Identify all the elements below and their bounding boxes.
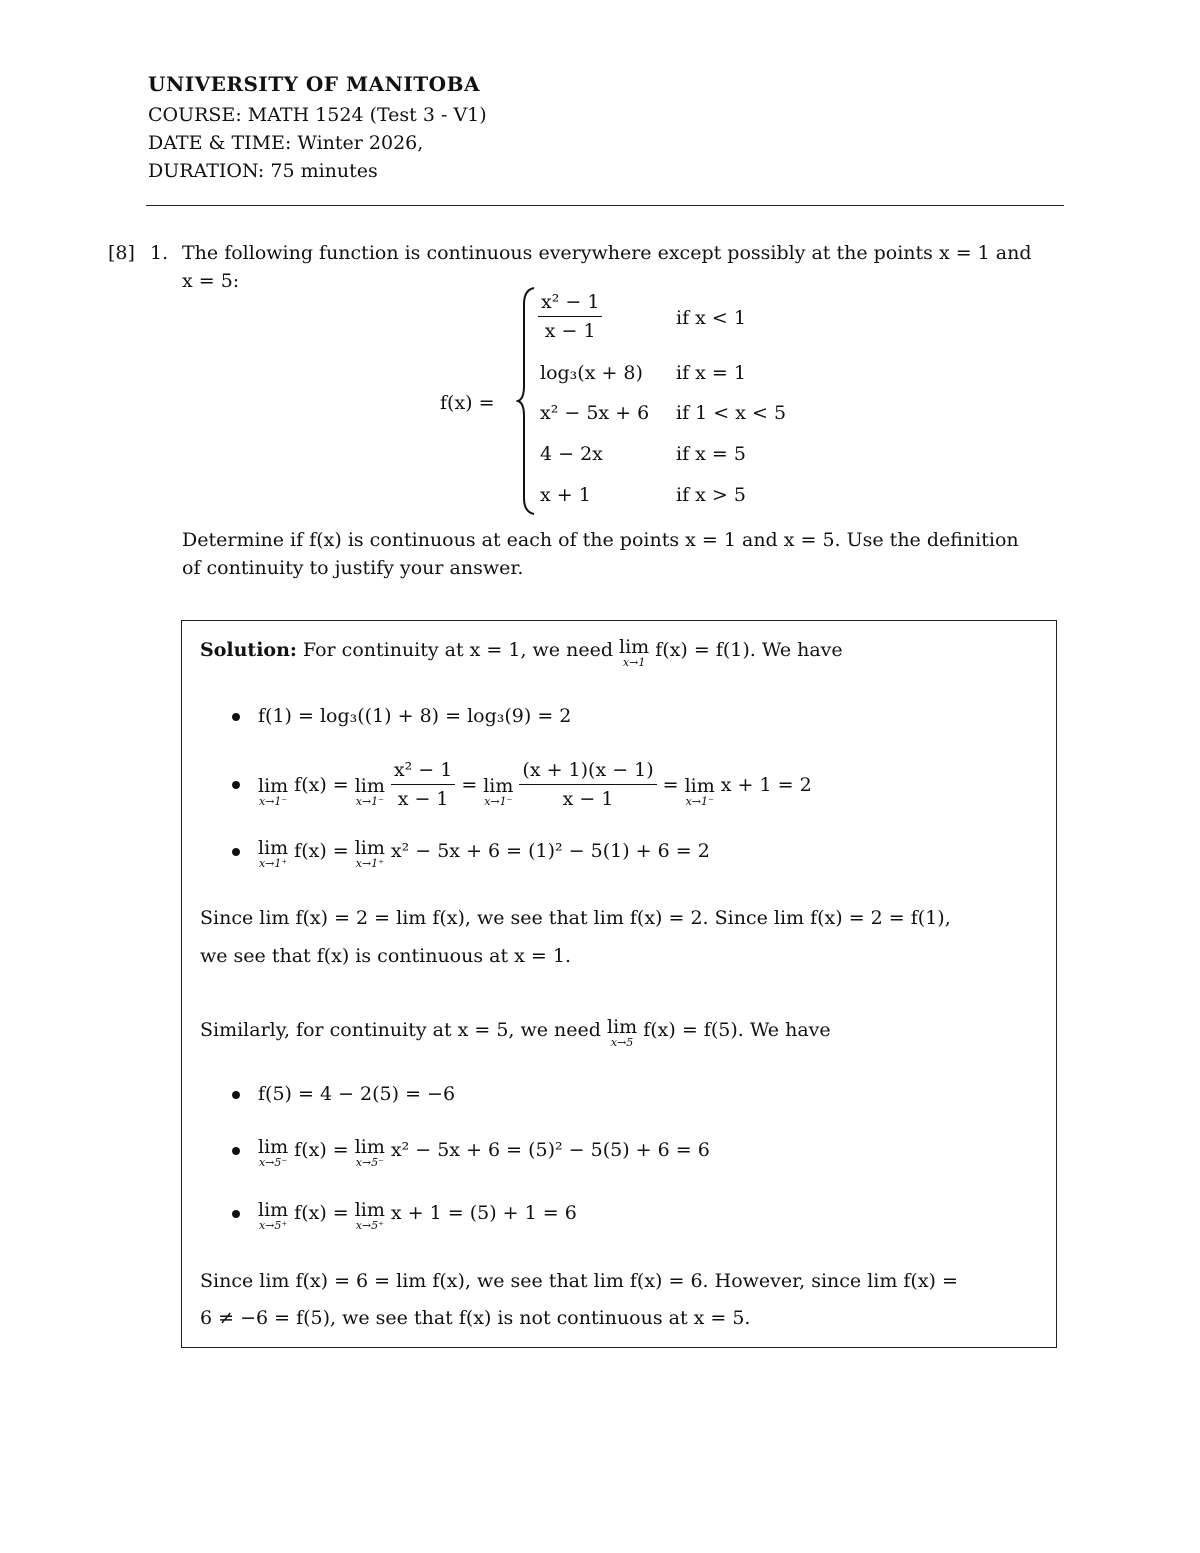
solution-label: Solution: xyxy=(200,639,297,661)
case-4-expression: 4 − 2x xyxy=(540,443,603,465)
bullet-3 xyxy=(232,848,240,856)
case-4-condition: if x = 5 xyxy=(676,443,746,465)
case-1-condition: if x < 1 xyxy=(676,307,746,329)
conclusion-2-line2: 6 ≠ −6 = f(5), we see that f(x) is not continuous at x = 5. xyxy=(200,1307,751,1329)
solution-p1-text: For continuity at x = 1, we need xyxy=(302,639,613,661)
bullet-3-text xyxy=(258,838,710,870)
bullet-2 xyxy=(232,781,240,789)
bullet-4-text: f(5) = 4 − 2(5) = −6 xyxy=(258,1083,456,1105)
task-line1: Determine if f(x) is continuous at each of the points x = 1 and x = 5. Use the definition xyxy=(182,529,1019,551)
bullet-1-text: f(1) = log₃((1) + 8) = log₃(9) = 2 xyxy=(258,705,572,727)
bullet-1 xyxy=(232,713,240,721)
bullet-2-fraction-1: $\frac{\text{x² − 1}}{x - 1}$ xyxy=(391,756,455,813)
case-1-denominator: x − 1 xyxy=(544,320,596,342)
conclusion-1-line1: Since lim f(x) = 2 = lim f(x), we see that lim f(x) = 2. Since lim f(x) = 2 = f(1), xyxy=(200,907,951,929)
bullet-6 xyxy=(232,1210,240,1218)
solution-p2-text-end: f(x) = f(5). We have xyxy=(643,1019,831,1041)
solution-intro-2 xyxy=(200,1017,831,1049)
bullet-2-fx: f(x) = xyxy=(294,773,349,796)
bullet-6-tail: x + 1 = (5) + 1 = 6 xyxy=(390,1202,577,1224)
case-3-condition: if 1 < x < 5 xyxy=(676,402,787,424)
bullet-6-fx: f(x) = xyxy=(294,1202,349,1224)
limit-left-5: lim x→5⁻ xyxy=(258,1136,289,1169)
limit-left-1b: lim x→1⁻ xyxy=(354,774,385,808)
university-name: UNIVERSITY OF MANITOBA xyxy=(148,72,480,96)
limit-left-1d: lim x→1⁻ xyxy=(684,774,715,808)
function-label: f(x) = xyxy=(440,392,495,414)
date-time-line: DATE & TIME: Winter 2026, xyxy=(148,132,424,154)
case-1-numerator: x² − 1 xyxy=(538,288,602,317)
conclusion-1-line2: we see that f(x) is continuous at x = 1. xyxy=(200,945,571,967)
bullet-4 xyxy=(232,1091,240,1099)
question-intro-line2: x = 5: xyxy=(182,270,240,292)
duration-line: DURATION: 75 minutes xyxy=(148,160,378,182)
limit-right-1b: lim x→1⁺ xyxy=(354,837,385,870)
bullet-2-fraction-2: $\frac{(x + 1)(x - 1)}{x - 1}$ xyxy=(519,756,656,813)
bullet-3-tail: x² − 5x + 6 = (1)² − 5(1) + 6 = 2 xyxy=(390,840,710,862)
limit-right-5b: lim x→5⁺ xyxy=(354,1199,385,1232)
bullet-6-text xyxy=(258,1200,577,1232)
left-brace xyxy=(516,286,538,516)
limit-right-5: lim x→5⁺ xyxy=(258,1199,289,1232)
case-5-expression: x + 1 xyxy=(540,484,591,506)
limit-right-1: lim x→1⁺ xyxy=(258,837,289,870)
question-marks: [8] xyxy=(108,242,135,264)
bullet-5 xyxy=(232,1147,240,1155)
solution-box xyxy=(181,620,1057,1348)
solution-p1-text-end: f(x) = f(1). We have xyxy=(655,639,843,661)
case-2-condition: if x = 1 xyxy=(676,362,746,384)
bullet-2-eq2: = xyxy=(662,773,679,796)
solution-intro-1 xyxy=(200,637,843,669)
question-intro-line1: The following function is continuous everywhere except possibly at the points x = 1 and xyxy=(182,242,1032,264)
bullet-2-eq: = xyxy=(461,773,478,796)
case-1-expression xyxy=(538,288,602,345)
bullet-3-fx: f(x) = xyxy=(294,840,349,862)
bullet-5-tail: x² − 5x + 6 = (5)² − 5(5) + 6 = 6 xyxy=(390,1139,710,1161)
bullet-2-tail: x + 1 = 2 xyxy=(720,773,812,796)
case-5-condition: if x > 5 xyxy=(676,484,746,506)
limit-left-1: lim x→1⁻ xyxy=(258,774,289,808)
case-2-expression: log₃(x + 8) xyxy=(540,362,643,384)
bullet-2-text xyxy=(258,756,812,813)
limit-x-to-5: lim x→5 xyxy=(607,1016,638,1049)
conclusion-2-line1: Since lim f(x) = 6 = lim f(x), we see that lim f(x) = 6. However, since lim f(x) = xyxy=(200,1270,958,1292)
bullet-5-fx: f(x) = xyxy=(294,1139,349,1161)
limit-left-5b: lim x→5⁻ xyxy=(354,1136,385,1169)
question-number: 1. xyxy=(150,242,169,264)
header-divider xyxy=(146,205,1064,206)
course-line: COURSE: MATH 1524 (Test 3 - V1) xyxy=(148,104,487,126)
case-3-expression: x² − 5x + 6 xyxy=(540,402,650,424)
solution-p2-text: Similarly, for continuity at x = 5, we need xyxy=(200,1019,601,1041)
limit-x-to-1: lim x→1 xyxy=(619,636,650,669)
limit-left-1c: lim x→1⁻ xyxy=(483,774,514,808)
bullet-5-text xyxy=(258,1137,710,1169)
task-line2: of continuity to justify your answer. xyxy=(182,557,524,579)
